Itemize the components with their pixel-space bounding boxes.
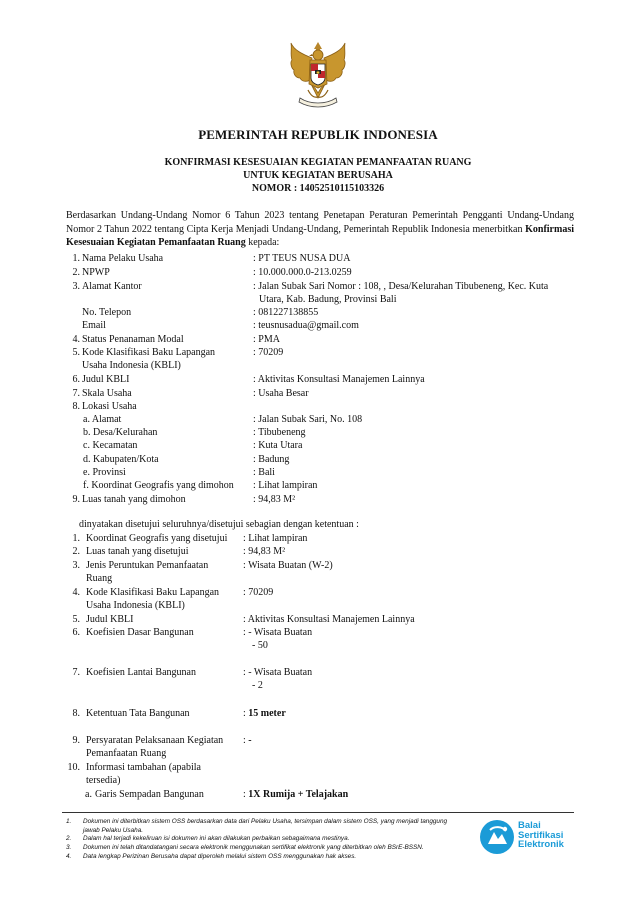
applicant-row [0,320,636,333]
applicant-row [0,480,636,493]
approval-row [0,614,636,627]
footnote [66,818,486,834]
row-colon: : [243,789,249,800]
row-label: Skala Usaha [82,388,132,399]
row-number: 5. [72,614,80,625]
garuda-emblem-icon [288,40,348,108]
row-value-bold: 1X Rumija + Telajakan [248,789,349,800]
applicant-row [0,334,636,347]
row-value-bold: - [248,735,252,746]
row-label-cont: Ruang [86,573,113,584]
intro-suffix: kepada: [245,237,280,249]
approval-row [0,708,636,721]
footnote-text: Dokumen ini telah ditandatangani secara elektronik menggunakan sertifikat elektronik yang diterbitkan oleh BSrE-BSSN. [83,844,424,851]
applicant-row [0,427,636,440]
row-value: : 081227138855 [253,307,319,318]
applicant-row [0,281,636,305]
row-label: d. Kabupaten/Kota [83,454,159,465]
row-value: : 10.000.000.0-213.0259 [253,267,352,278]
row-number: 8. [72,708,80,719]
row-label: Status Penanaman Modal [82,334,184,345]
approval-row [0,735,636,759]
row-value: : - Wisata Buatan [243,667,313,678]
row-number: 9. [72,494,80,505]
row-label: Email [82,320,106,331]
footnote-text: Dokumen ini diterbitkan sistem OSS berdasarkan data dari Pelaku Usaha, tersimpan dalam sistem OSS, yang menjadi tanggung [83,818,448,825]
row-label: Kode Klasifikasi Baku Lapangan [82,347,216,358]
row-label: a. Alamat [83,414,122,425]
applicant-row [0,440,636,453]
footnote-number: 4. [66,853,72,860]
approval-row [0,560,636,584]
row-label: Lokasi Usaha [82,401,137,412]
row-value-cont: - 50 [252,640,268,651]
row-number: 1. [72,533,80,544]
row-value: : Lihat lampiran [253,480,318,491]
row-number: 7. [72,667,80,678]
row-value: : Aktivitas Konsultasi Manajemen Lainnya [253,374,425,385]
applicant-row [0,454,636,467]
footer-divider [62,812,574,813]
footnote-number: 3. [66,844,72,851]
row-value: : Jalan Subak Sari Nomor : 108, , Desa/Kelurahan Tibubeneng, Kec. Kuta [253,281,549,292]
approval-intro: dinyatakan disetujui seluruhnya/disetujui sebagian dengan ketentuan : [79,519,359,530]
footnote-text: Dalam hal terjadi kekeliruan isi dokumen ini akan dilakukan perbaikan sebagaimana mestinya. [83,835,350,842]
row-label: f. Koordinat Geografis yang dimohon [83,480,234,491]
row-number: 1. [72,253,80,264]
row-label: Koefisien Lantai Bangunan [86,667,196,678]
intro-text: Berdasarkan Undang-Undang Nomor 6 Tahun 2023 tentang Penetapan Peraturan Pemerintah Pengganti Undang-Undang Nomor 2 Tahun 2022 tentang Cipta Kerja Menjadi Undang-Undang, Pemerintah Republik Indonesia menerbitkan [66,210,574,235]
applicant-row [0,307,636,320]
row-value: : - Wisata Buatan [243,627,313,638]
row-label: b. Desa/Kelurahan [83,427,158,438]
row-label: Koordinat Geografis yang disetujui [86,533,228,544]
row-number: 3. [72,560,80,571]
document-title-line2: UNTUK KEGIATAN BERUSAHA [243,170,393,181]
row-value: : Lihat lampiran [243,533,308,544]
applicant-row [0,494,636,507]
row-number: 4. [72,587,80,598]
footnote [66,853,486,862]
row-number: 7. [72,388,80,399]
footnote [66,835,486,844]
row-number: a. [85,789,92,800]
row-number: 8. [72,401,80,412]
row-label: Garis Sempadan Bangunan [95,789,204,800]
row-colon: : [243,735,249,746]
document-number: NOMOR : 14052510115103326 [251,183,385,194]
row-label: Koefisien Dasar Bangunan [86,627,194,638]
row-label: No. Telepon [82,307,132,318]
approval-row [0,627,636,651]
row-value-bold: 15 meter [248,708,286,719]
applicant-row [0,414,636,427]
row-label: Luas tanah yang disetujui [86,546,189,557]
footnote-text: Data lengkap Perizinan Berusaha dapat diperoleh melalui sistem OSS menggunakan hak akses. [83,853,357,860]
footnote-text-cont: jawab Pelaku Usaha. [83,826,144,834]
row-value: : Usaha Besar [253,388,309,399]
row-number: 4. [72,334,80,345]
row-value: : 70209 [243,587,274,598]
approval-row [0,587,636,611]
approval-row [0,762,636,786]
row-number: 2. [72,267,80,278]
approval-row [0,789,636,802]
row-value: : teusnusadua@gmail.com [253,320,359,331]
row-label: c. Kecamatan [83,440,138,451]
government-title: PEMERINTAH REPUBLIK INDONESIA [198,127,438,142]
row-value-cont: Utara, Kab. Badung, Provinsi Bali [259,294,397,305]
row-value: : Jalan Subak Sari, No. 108 [253,414,363,425]
bsre-line2: Sertifikasi [518,829,564,841]
row-value: : 94,83 M² [253,494,296,505]
row-label-cont: Pemanfaatan Ruang [86,748,167,759]
row-label: Jenis Peruntukan Pemanfaatan [86,560,209,571]
row-number: 10. [67,762,80,773]
applicant-row [0,374,636,387]
approval-row [0,667,636,691]
row-value: : Kuta Utara [253,440,303,451]
bsre-logo [478,818,578,856]
row-value: : 70209 [253,347,284,358]
footnote-number: 2. [66,835,72,842]
row-label: e. Provinsi [83,467,126,478]
row-value [243,789,348,802]
applicant-row [0,401,636,414]
row-value: : Wisata Buatan (W-2) [243,560,333,571]
row-label: Informasi tambahan (apabila [86,762,201,773]
row-colon: : [243,708,249,719]
row-label-cont: Usaha Indonesia (KBLI) [82,360,181,371]
row-value [243,735,252,748]
footnote [66,844,486,853]
row-value: : Tibubeneng [253,427,306,438]
row-value-cont: - 2 [252,680,263,691]
row-label: NPWP [82,267,110,278]
row-label: Nama Pelaku Usaha [82,253,164,264]
intro-bold-term: Konfirmasi Kesesuaian Kegiatan Pemanfaatan Ruang [66,223,574,249]
row-label: Judul KBLI [82,374,130,385]
row-value: : PT TEUS NUSA DUA [253,253,351,264]
applicant-row [0,347,636,371]
row-label: Judul KBLI [86,614,134,625]
applicant-row [0,253,636,266]
row-value: : Bali [253,467,275,478]
row-label: Luas tanah yang dimohon [82,494,186,505]
row-number: 3. [72,281,80,292]
row-label-cont: Usaha Indonesia (KBLI) [86,600,185,611]
row-label: Alamat Kantor [82,281,142,292]
document-title-line1: KONFIRMASI KESESUAIAN KEGIATAN PEMANFAATAN RUANG [164,157,472,168]
row-value: : Badung [253,454,290,465]
row-value [243,708,286,721]
intro-paragraph [66,209,574,250]
row-number: 9. [72,735,80,746]
bsre-line3: Elektronik [518,839,564,850]
row-label: Kode Klasifikasi Baku Lapangan [86,587,220,598]
row-number: 5. [72,347,80,358]
footnote-number: 1. [66,818,72,825]
row-number: 6. [72,374,80,385]
row-label-cont: tersedia) [86,775,121,786]
bsre-line1: Balai [518,820,541,831]
approval-row [0,533,636,546]
row-label: Persyaratan Pelaksanaan Kegiatan [86,735,224,746]
row-value: : Aktivitas Konsultasi Manajemen Lainnya [243,614,415,625]
bsre-logo-icon [478,818,516,856]
applicant-row [0,267,636,280]
row-value: : 94,83 M² [243,546,286,557]
row-number: 2. [72,546,80,557]
row-number: 6. [72,627,80,638]
approval-row [0,546,636,559]
applicant-row [0,388,636,401]
row-label: Ketentuan Tata Bangunan [86,708,190,719]
applicant-row [0,467,636,480]
row-value: : PMA [253,334,280,345]
